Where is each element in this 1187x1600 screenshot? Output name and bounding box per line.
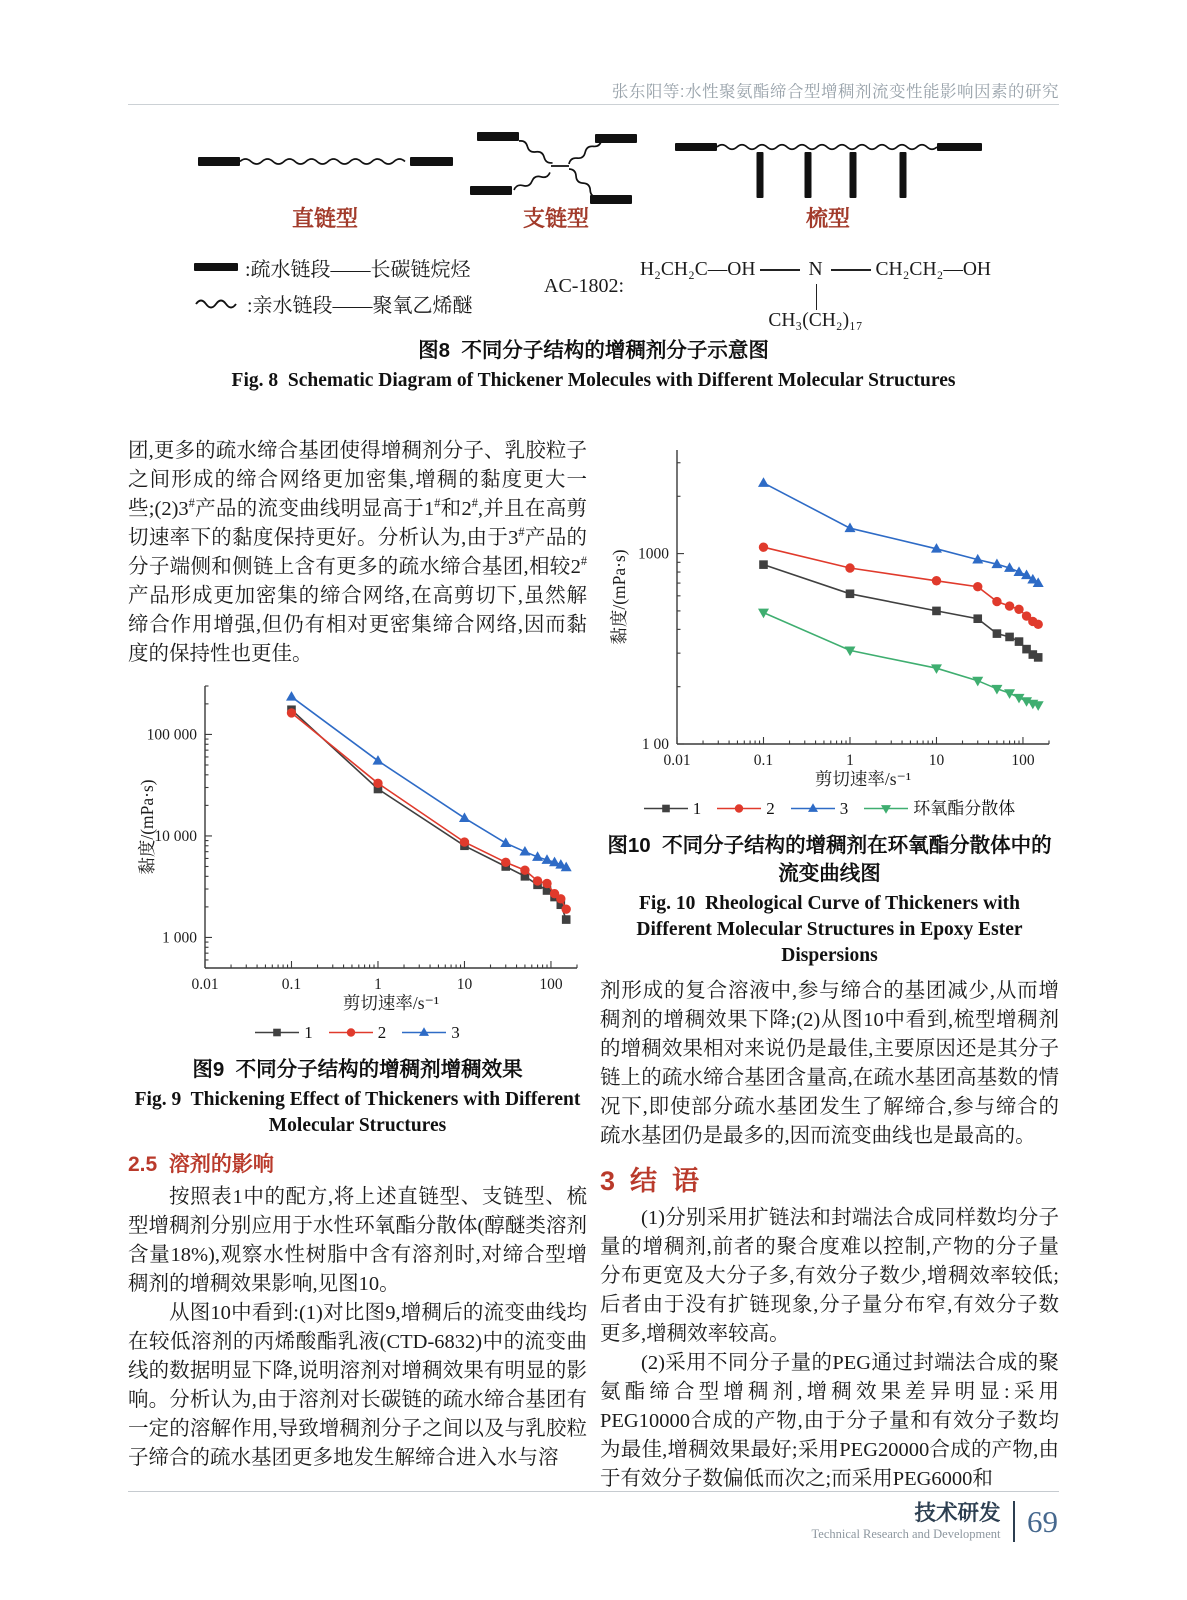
label-branched-chain: 支链型 [522,206,590,231]
legend-hydrophilic-text: :亲水链段——聚氧乙烯醚 [247,294,473,317]
figure8-keys [128,249,508,321]
label-comb: 梳型 [805,206,851,231]
body-paragraph: 剂形成的复合溶液中,参与缔合的基团减少,从而增稠剂的增稠效果下降;(2)从图10中看到,梳型增稠剂的增稠效果相对来说仍是最佳,主要原因还是其分子链上的疏水缔合基团含量高,在疏水基团高基数的情况下,即使部分疏水基团发生了解缔合,参与缔合的疏水基团仍是最多的,因而流变曲线也是最高的。 [600,980,1059,1147]
svg-text:1 000: 1 000 [161,929,197,947]
formula-left: H₂CH₂C—OH [640,259,756,280]
svg-text:10: 10 [928,752,944,769]
svg-text:100: 100 [538,976,563,993]
chart-legend-item: 环氧酯分散体 [864,800,1015,817]
footer-section-zh: 技术研发 [914,1501,1001,1525]
compound-formula [640,259,991,331]
body-paragraph: (2)采用不同分子量的PEG通过封端法合成的聚氨酯缔合型增稠剂,增稠效果差异明显:采用PEG10000合成的产物,由于分子量和有效分子数均为最佳,增稠效果最好;采用PEG20000合成的产物,由于有效分子数偏低而次之;而采用PEG6000和 [600,1352,1059,1490]
svg-text:0.01: 0.01 [190,976,219,993]
figure9-caption-zh: 图9 不同分子结构的增稠剂增稠效果 [192,1058,523,1081]
figure10-caption-zh: 图10 不同分子结构的增稠剂在环氧酯分散体中的流变曲线图 [607,834,1052,885]
svg-text:0.1: 0.1 [281,976,301,993]
footer-divider [1013,1501,1016,1542]
svg-text:10 000: 10 000 [153,827,197,845]
figure8-caption-en: Fig. 8 Schematic Diagram of Thickener Molecules with Different Molecular Structures [231,370,956,391]
formula-right: CH₂CH₂—OH [875,259,991,280]
figure9 [128,673,587,1139]
hydrophilic-wave-icon [194,296,242,310]
body-paragraph: 按照表1中的配方,将上述直链型、支链型、梳型增稠剂分别应用于水性环氧酯分散体(醇醚类溶剂含量18%),观察水性树脂中含有溶剂时,对缔合型增稠剂的增稠效果影响,见图10。 [128,1186,587,1295]
svg-text:100 000: 100 000 [146,726,197,744]
chart-legend-item: 1 [255,1024,313,1041]
hydrophobic-bar-icon [194,263,238,271]
section-2-5-heading: 2.5 溶剂的影响 [128,1153,274,1176]
figure8-caption-zh: 图8 不同分子结构的增稠剂分子示意图 [418,339,769,362]
svg-text:0.01: 0.01 [662,752,691,769]
figure8-key-block [128,249,1059,331]
figure10-chart [601,437,1059,793]
formula-tail: CH₃(CH₂)₁₇ [768,310,863,331]
nitrogen-symbol: N [808,259,823,280]
chart-legend-item: 3 [791,800,849,817]
vertical-bond-line [816,284,818,310]
svg-text:1: 1 [373,976,382,993]
chart-legend-item: 1 [644,800,702,817]
figure9-chart [129,673,587,1017]
svg-text:1 00: 1 00 [641,736,669,753]
formula-nitrogen [768,259,863,331]
figure10 [600,437,1059,969]
legend-hydrophobic-text: :疏水链段——长碳链烷烃 [245,258,471,281]
svg-text:100: 100 [1010,752,1035,769]
left-column [128,437,587,1494]
svg-text:1000: 1000 [637,545,669,563]
header-rule [128,104,1059,105]
bond-line [760,269,800,271]
svg-text:0.1: 0.1 [753,752,773,769]
figure9-legend [128,1022,587,1042]
svg-text:剪切速率/s⁻¹: 剪切速率/s⁻¹ [814,769,911,789]
svg-text:黏度/(mPa·s): 黏度/(mPa·s) [608,549,629,645]
figure10-legend [600,798,1059,818]
figure9-caption-en: Fig. 9 Thickening Effect of Thickeners with Different Molecular Structures [134,1089,586,1136]
footer-section-en: Technical Research and Development [811,1527,1001,1541]
body-paragraph: 从图10中看到:(1)对比图9,增稠后的流变曲线均在较低溶剂的丙烯酸酯乳液(CTD-6832)中的流变曲线的数据明显下降,说明溶剂对增稠效果有明显的影响。分析认为,由于溶剂对长碳链的疏水缔合基团有一定的溶解作用,导致增稠剂分子之间以及与乳胶粒子缔合的疏水基团更多地发生解缔合进入水与溶 [128,1302,587,1469]
page-number: 69 [1027,1503,1058,1539]
footer [812,1500,1058,1543]
label-straight-chain: 直链型 [291,206,359,231]
figure8-diagram [128,124,1059,236]
legend-hydrophobic [194,249,508,285]
chart-legend-item: 2 [329,1024,387,1041]
body-paragraph: 团,更多的疏水缔合基团使得增稠剂分子、乳胶粒子之间形成的缔合网络更加密集,增稠的黏度更大一些;(2)3#产品的流变曲线明显高于1#和2#,并且在高剪切速率下的黏度保持更好。分析认为,由于3#产品的分子端侧和侧链上含有更多的疏水缔合基团,相较2#产品形成更加密集的缔合网络,在高剪切下,虽然解缔合作用增强,但仍有相对更密集缔合网络,因而黏度的保持性也更佳。 [128,440,588,665]
running-header: 张东阳等:水性聚氨酯缔合型增稠剂流变性能影响因素的研究 [611,83,1059,101]
figure10-caption-en: Fig. 10 Rheological Curve of Thickeners with Different Molecular Structures in Epoxy Ester Dispersions [636,893,1028,966]
bond-line [831,269,871,271]
svg-text:黏度/(mPa·s): 黏度/(mPa·s) [136,779,157,875]
legend-hydrophilic [194,285,508,321]
svg-text:剪切速率/s⁻¹: 剪切速率/s⁻¹ [342,993,439,1013]
footer-section-block [812,1500,1001,1543]
chart-legend-item: 2 [717,800,775,817]
body-paragraph: (1)分别采用扩链法和封端法合成同样数均分子量的增稠剂,前者的聚合度难以控制,产物的分子量分布更宽及大分子多,有效分子数少,增稠效率较低;后者由于没有扩链现象,分子量分布窄,有效分子数更多,增稠效率较高。 [600,1207,1059,1345]
chart-legend-item: 3 [402,1024,460,1041]
svg-text:10: 10 [456,976,472,993]
section-3-heading: 3 结 语 [600,1166,700,1196]
figure8 [128,124,1059,394]
compound-name: AC-1802: [544,275,624,297]
footer-rule [128,1491,1059,1492]
right-column [600,437,1059,1494]
two-column-body [128,437,1059,1494]
svg-text:1: 1 [845,752,854,769]
